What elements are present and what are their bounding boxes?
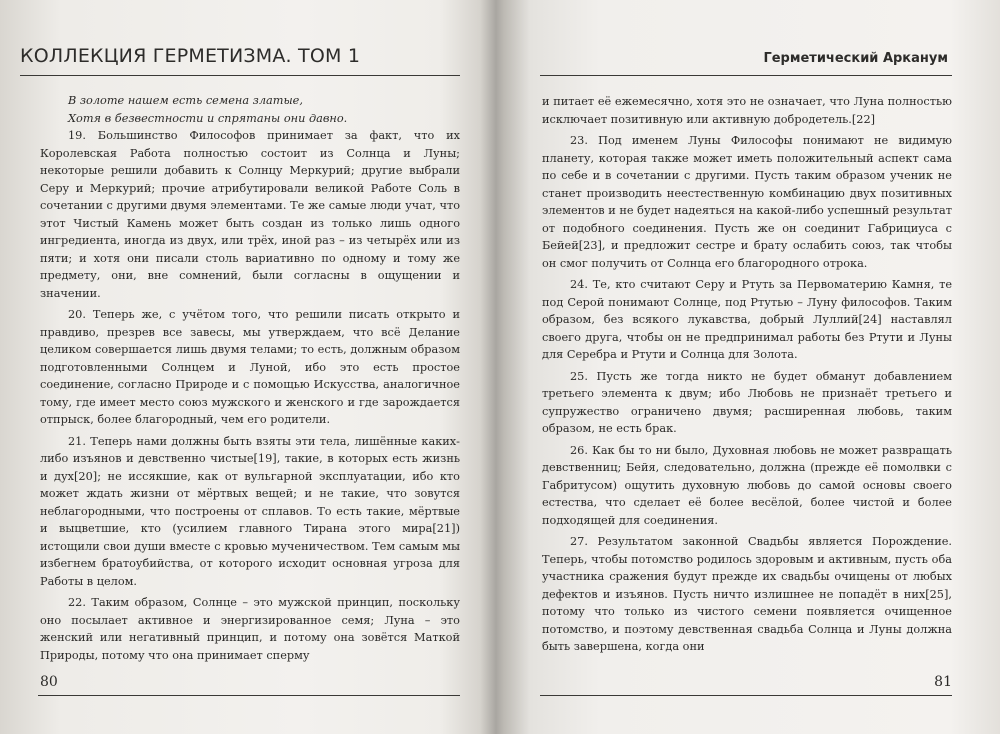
paragraph-22: 22. Таким образом, Солнце – это мужской принцип, поскольку оно посылает активное и энергизированное семя; Луна – это женский или негативный принцип, и потому она зовётся Маткой Природы, потому что она принимает сперму (40, 596, 460, 662)
verse-line-1: В золоте нашем есть семена златые, (68, 94, 303, 107)
header-rule-left (20, 75, 460, 76)
verse-line-2: Хотя в безвестности и спрятаны они давно. (68, 111, 348, 125)
paragraph-23: 23. Под именем Луны Философы понимают не видимую планету, которая также может иметь положительный аспект сама по себе и в сочетании с другими. Пусть таким образом ученик не станет производить неестественную комбинацию двух позитивных элементов и не будет надеяться на какой-либо успешный результат от подобного соединения. Пусть же он соединит Габрициуса с Бейей[23], и предложит сестре и брату ослабить союз, так чтобы он смог получить от Солнца его благородного отрока. (542, 134, 952, 270)
page-number-left: 80 (40, 674, 58, 690)
left-page (0, 0, 490, 734)
paragraph-27: 27. Результатом законной Свадьбы является Порождение. Теперь, чтобы потомство родилось здоровым и активным, пусть оба участника сражения будут прежде их свадьбы очищены от любых дефектов и изъянов. Пусть ничто излишнее не попадёт в них[25], потому что только из чистого семени появляется очищенное потомство, и поэтому девственная свадьба Солнца и Луны должна быть завершена, когда они (542, 535, 952, 653)
running-header-right: Герметический Арканум (763, 51, 948, 66)
paragraph-26: 26. Как бы то ни было, Духовная любовь не может развращать девственниц; Бейя, следовательно, должна (прежде её помолвки с Габритусом) ощутить духовную любовь до самой основы своего естества, что сделает её более весёлой, более чистой и более подходящей для соединения. (542, 443, 952, 527)
paragraph-24: 24. Те, кто считают Серу и Ртуть за Первоматерию Камня, те под Серой понимают Солнце, под Ртутью – Луну философов. Таким образом, без всякого лукавства, добрый Луллий[24] наставлял своего друга, чтобы он не предпринимал работы без Ртути и Луны для Серебра и Ртути и Солнца для Золота. (542, 278, 952, 361)
right-page-text (542, 93, 952, 656)
footer-rule-left (38, 695, 460, 696)
footer-rule-right (540, 695, 952, 696)
paragraph-20: 20. Теперь же, с учётом того, что решили писать открыто и правдиво, презрев все завесы, мы утверждаем, что всё Делание целиком совершается лишь двумя телами; то есть, должным образом подготовленными Солнцем и Луной, ибо это есть простое соединение, согласно Природе и с помощью Искусства, аналогичное тому, где имеет место союз мужского и женского и где зарождается отпрыск, более благородный, чем его родители. (40, 308, 460, 426)
epigraph-verse (68, 92, 460, 127)
paragraph-25: 25. Пусть же тогда никто не будет обманут добавлением третьего элемента к двум; ибо Любовь не признаёт третьего и супружество ограничено двумя; расширенная любовь, таким образом, не есть брак. (542, 369, 952, 435)
running-header-left: КОЛЛЕКЦИЯ ГЕРМЕТИЗМА. ТОМ 1 (20, 45, 361, 67)
page-number-right: 81 (934, 674, 952, 690)
paragraph-19: 19. Большинство Философов принимает за факт, что их Королевская Работа полностью состоит из Солнца и Луны; некоторые решили добавить к Солнцу Меркурий; другие выбрали Серу и Меркурий; прочие атрибутировали великой Работе Соль в сочетании с другими двумя элементами. Те же самые люди учат, что этот Чистый Камень может быть создан из только лишь одного ингредиента, иногда из двух, или трёх, иной раз – из четырёх или из пяти; и хотя они писали столь вариативно по одному и тому же предмету, они, вне сомнений, были согласны в ощущении и значении. (40, 129, 460, 300)
paragraph-21: 21. Теперь нами должны быть взяты эти тела, лишённые каких-либо изъянов и девственно чистые[19], такие, в которых есть жизнь и дух[20]; не иссякшие, как от вульгарной эксплуатации, ибо кто может ждать жизни от мёртвых вещей; и не такие, что зовутся неблагородными, что построены от сплавов. То есть такие, мёртвые и выцветшие, кто (усилием главного Тирана этого мира[21]) истощили свои души вместе с кровью мученичеством. Тем самым мы избегнем братоубийства, от которого исходит основная угроза для Работы в целом. (40, 434, 460, 588)
right-page (500, 0, 1000, 734)
continuation-paragraph: и питает её ежемесячно, хотя это не означает, что Луна полностью исключает позитивную или активную добродетель.[22] (542, 95, 952, 126)
left-page-text (40, 92, 460, 664)
header-rule-right (540, 75, 952, 76)
